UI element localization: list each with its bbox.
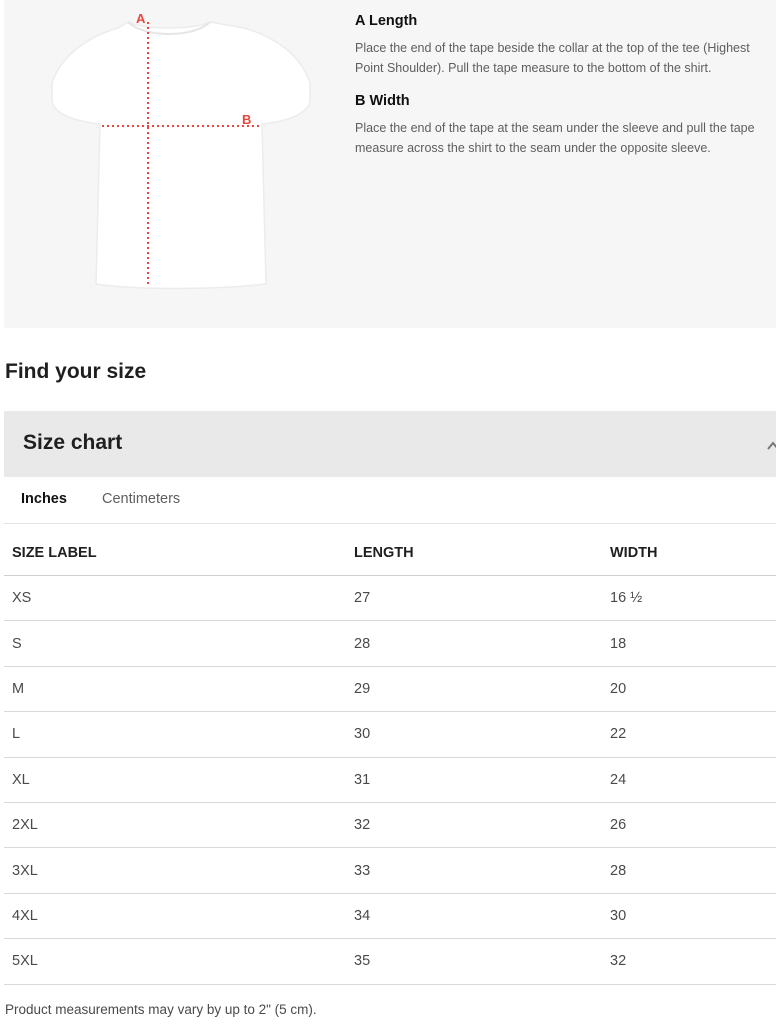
table-row: [4, 666, 776, 711]
size-chart-title: Size chart: [23, 431, 123, 454]
cell-width: 30: [602, 893, 776, 938]
table-row: [4, 621, 776, 666]
unit-tabs: [4, 477, 776, 524]
table-row: [4, 939, 776, 984]
size-table: [4, 530, 776, 985]
table-header-row: [4, 530, 776, 576]
cell-size: 2XL: [4, 802, 346, 847]
cell-size: 5XL: [4, 939, 346, 984]
table-row: [4, 893, 776, 938]
tshirt-diagram: [44, 8, 314, 292]
cell-length: 27: [346, 576, 602, 621]
length-description: Place the end of the tape beside the collar at the top of the tee (Highest Point Shoulder). Pull the tape measure to the bottom of the shirt.: [355, 41, 750, 75]
cell-size: M: [4, 666, 346, 711]
length-title: A Length: [355, 13, 418, 29]
table-row: [4, 712, 776, 757]
cell-width: 22: [602, 712, 776, 757]
column-header-width: WIDTH: [602, 530, 776, 576]
find-size-heading: Find your size: [5, 360, 147, 383]
tab-inches[interactable]: Inches: [21, 491, 67, 507]
measurement-disclaimer: Product measurements may vary by up to 2" (5 cm).: [5, 1002, 317, 1017]
cell-size: 3XL: [4, 848, 346, 893]
cell-length: 30: [346, 712, 602, 757]
table-row: [4, 848, 776, 893]
width-title: B Width: [355, 93, 410, 109]
size-chart-accordion-header[interactable]: [4, 411, 776, 477]
cell-width: 24: [602, 757, 776, 802]
cell-size: L: [4, 712, 346, 757]
cell-length: 35: [346, 939, 602, 984]
tshirt-shape: [52, 22, 310, 289]
cell-length: 28: [346, 621, 602, 666]
label-a: A: [136, 11, 146, 26]
cell-length: 31: [346, 757, 602, 802]
column-header-size-label: SIZE LABEL: [4, 530, 346, 576]
cell-width: 32: [602, 939, 776, 984]
cell-size: 4XL: [4, 893, 346, 938]
measurement-guide: [4, 0, 776, 328]
cell-length: 34: [346, 893, 602, 938]
cell-size: XL: [4, 757, 346, 802]
tab-centimeters[interactable]: Centimeters: [102, 491, 181, 507]
chevron-up-icon: [766, 439, 776, 453]
label-b: B: [242, 112, 252, 127]
table-row: [4, 802, 776, 847]
cell-length: 32: [346, 802, 602, 847]
cell-size: S: [4, 621, 346, 666]
cell-width: 28: [602, 848, 776, 893]
measurement-instructions: [355, 12, 775, 172]
cell-length: 29: [346, 666, 602, 711]
table-row: [4, 576, 776, 621]
cell-width: 20: [602, 666, 776, 711]
cell-size: XS: [4, 576, 346, 621]
cell-width: 16 ½: [602, 576, 776, 621]
cell-width: 26: [602, 802, 776, 847]
cell-length: 33: [346, 848, 602, 893]
cell-width: 18: [602, 621, 776, 666]
tshirt-illustration: [44, 8, 314, 292]
width-description: Place the end of the tape at the seam under the sleeve and pull the tape measure across the shirt to the seam under the opposite sleeve.: [355, 121, 755, 155]
table-row: [4, 757, 776, 802]
column-header-length: LENGTH: [346, 530, 602, 576]
